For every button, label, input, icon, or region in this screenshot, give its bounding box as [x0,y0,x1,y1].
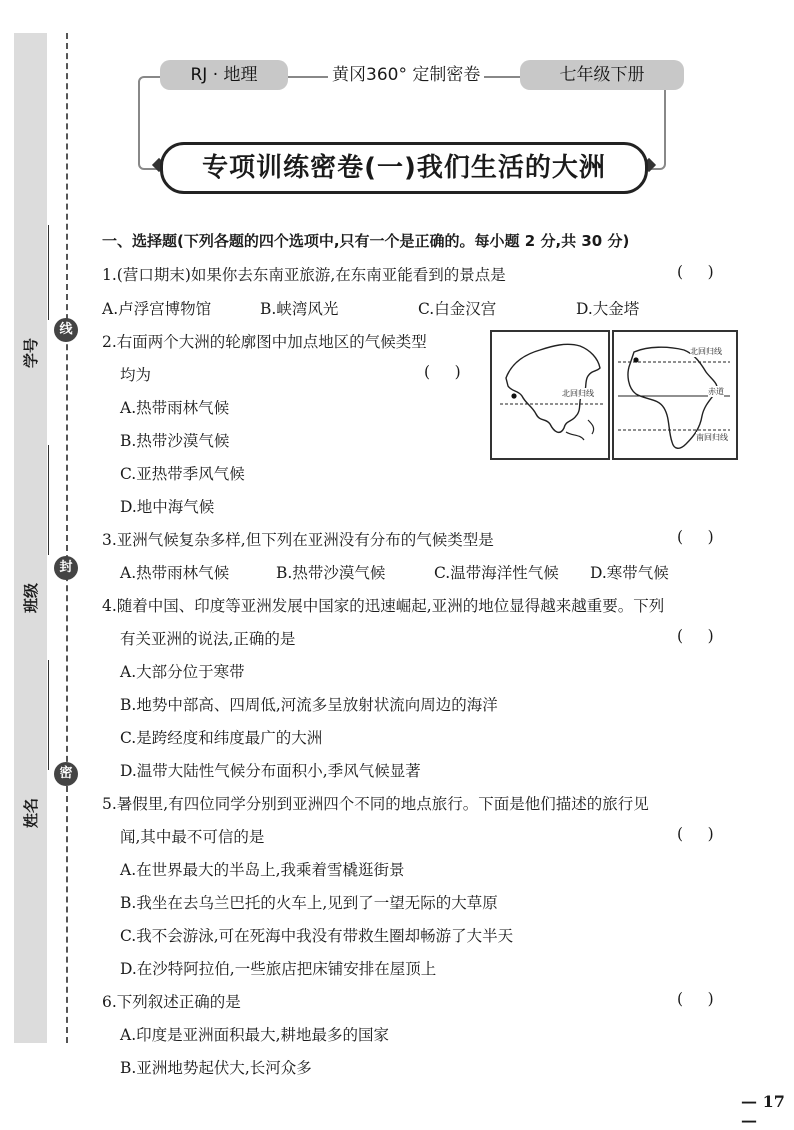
cut-line [66,33,68,1043]
answer-blank-4[interactable]: ( ) [677,627,714,645]
africa-south-tropic-label: 南回归线 [696,433,728,442]
name-blank [48,660,49,770]
option[interactable]: A.在世界最大的半岛上,我乘着雪橇逛街景 [120,861,405,879]
option[interactable]: C.我不会游泳,可在死海中我没有带救生圈却畅游了大半天 [120,927,514,945]
option[interactable]: A.热带雨林气候 [120,399,230,417]
student-id-label: 学号 [22,337,40,368]
africa-equator-label: 赤道 [708,387,724,396]
page-title: 专项训练密卷(一)我们生活的大洲 [160,142,648,194]
section-heading: 一、选择题(下列各题的四个选项中,只有一个是正确的。每小题 2 分,共 30 分) [102,232,630,250]
answer-blank-5[interactable]: ( ) [677,825,714,843]
question-1-options [102,297,639,319]
answer-blank-3[interactable]: ( ) [677,528,714,546]
student-id-field [18,320,44,368]
page-number: — 17 — [741,1092,785,1130]
class-blank [48,445,49,555]
asia-map [490,330,610,460]
africa-north-tropic-label: 北回归线 [690,347,722,356]
series-label: 黄冈360° 定制密卷 [328,60,484,90]
option[interactable]: B.我坐在去乌兰巴托的火车上,见到了一望无际的大草原 [120,894,498,912]
question-5-stem: 5.暑假里,有四位同学分别到亚洲四个不同的地点旅行。下面是他们描述的旅行见 [102,795,649,813]
option[interactable]: A.热带雨林气候 [120,564,230,582]
answer-blank-2[interactable]: ( ) [424,363,461,381]
header [132,52,672,182]
class-field [18,565,44,613]
question-2-stem: 2.右面两个大洲的轮廓图中加点地区的气候类型 [102,333,427,351]
option[interactable]: D.在沙特阿拉伯,一些旅店把床铺安排在屋顶上 [120,960,437,978]
option[interactable]: A.卢浮宫博物馆 [102,300,212,318]
option[interactable]: D.温带大陆性气候分布面积小,季风气候显著 [120,762,421,780]
grade-badge: 七年级下册 [520,60,684,90]
option[interactable]: B.热带沙漠气候 [276,564,386,582]
seal-secret: 密 [54,762,78,786]
seal-line: 线 [54,318,78,342]
option[interactable]: A.印度是亚洲面积最大,耕地最多的国家 [120,1026,390,1044]
question-2-maps [490,330,738,458]
student-id-blank [48,225,49,320]
class-label: 班级 [22,582,40,613]
answer-blank-1[interactable]: ( ) [677,263,714,281]
option[interactable]: C.温带海洋性气候 [434,564,559,582]
question-4-stem: 4.随着中国、印度等亚洲发展中国家的迅速崛起,亚洲的地位显得越来越重要。下列 [102,597,665,615]
asia-tropic-label: 北回归线 [562,389,594,398]
question-3-stem: 3.亚洲气候复杂多样,但下列在亚洲没有分布的气候类型是 [102,531,494,549]
option[interactable]: B.热带沙漠气候 [120,432,230,450]
africa-map [612,330,738,460]
name-label: 姓名 [22,797,40,828]
question-2-stem-cont: 均为 [120,366,152,384]
option[interactable]: C.亚热带季风气候 [120,465,245,483]
answer-blank-6[interactable]: ( ) [677,990,714,1008]
question-4-stem-cont: 有关亚洲的说法,正确的是 [120,630,296,648]
subject-badge: RJ · 地理 [160,60,288,90]
option[interactable]: D.大金塔 [576,300,640,318]
option[interactable]: B.亚洲地势起伏大,长河众多 [120,1059,312,1077]
option[interactable]: D.地中海气候 [120,498,215,516]
question-3-options [120,561,669,583]
binding-strip [14,33,47,1043]
question-5-stem-cont: 闻,其中最不可信的是 [120,828,265,846]
option[interactable]: B.地势中部高、四周低,河流多呈放射状流向周边的海洋 [120,696,498,714]
option[interactable]: A.大部分位于寒带 [120,663,245,681]
name-field [18,780,44,828]
option[interactable]: C.是跨经度和纬度最广的大洲 [120,729,323,747]
option[interactable]: C.白金汉宫 [418,300,497,318]
question-6-stem: 6.下列叙述正确的是 [102,993,241,1011]
option[interactable]: B.峡湾风光 [260,300,339,318]
seal-seal: 封 [54,556,78,580]
option[interactable]: D.寒带气候 [590,564,669,582]
question-1-stem: 1.(营口期末)如果你去东南亚旅游,在东南亚能看到的景点是 [102,266,506,284]
